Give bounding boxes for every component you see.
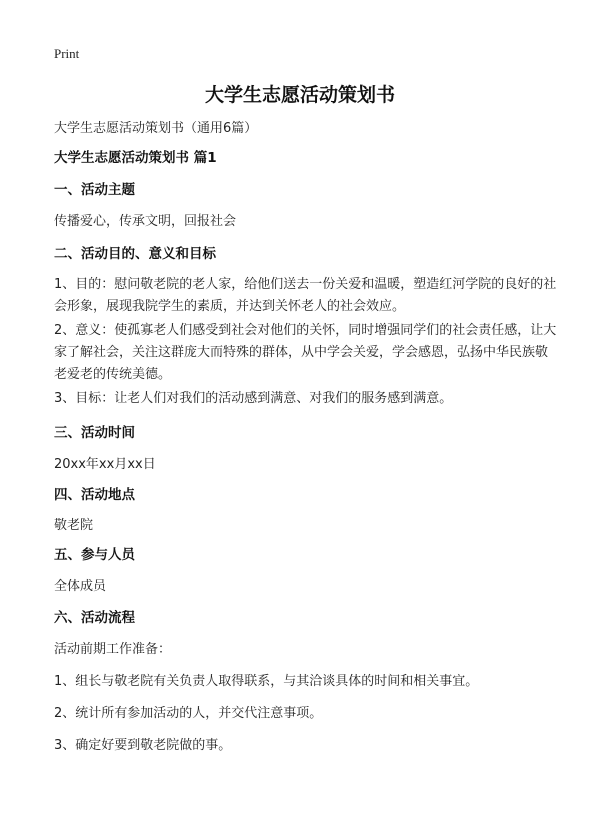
section-text-participants: 全体成员 xyxy=(54,579,107,594)
process-intro: 活动前期工作准备： xyxy=(54,642,172,657)
document-title: 大学生志愿活动策划书 xyxy=(204,84,395,106)
purpose-item-2: 2、意义：使孤寡老人们感受到社会对他们的关怀，同时增强同学们的社会责任感，让大家了解社会，关注这群庞大而特殊的群体，从中学会关爱，学会感恩，弘扬中华民族敬老爱老的传统美德。 xyxy=(54,323,557,382)
section-text-theme: 传播爱心，传承文明，回报社会 xyxy=(54,214,237,229)
purpose-item-3: 3、目标：让老人们对我们的活动感到满意、对我们的服务感到满意。 xyxy=(54,391,453,406)
process-item-3: 3、确定好要到敬老院做的事。 xyxy=(54,738,232,753)
section-heading-purpose: 二、活动目的、意义和目标 xyxy=(54,246,216,262)
section-heading-location: 四、活动地点 xyxy=(54,487,135,503)
section-heading-time: 三、活动时间 xyxy=(54,425,135,441)
section-text-time: 20xx年xx月xx日 xyxy=(54,457,156,472)
article-heading: 大学生志愿活动策划书 篇1 xyxy=(54,150,217,166)
purpose-item-1: 1、目的：慰问敬老院的老人家，给他们送去一份关爱和温暖，塑造红河学院的良好的社会形象，展现我院学生的素质，并达到关怀老人的社会效应。 xyxy=(54,277,557,314)
section-heading-participants: 五、参与人员 xyxy=(54,547,135,563)
print-link[interactable]: Print xyxy=(54,46,80,61)
section-heading-theme: 一、活动主题 xyxy=(54,182,135,198)
process-item-1: 1、组长与敬老院有关负责人取得联系，与其洽谈具体的时间和相关事宜。 xyxy=(54,674,479,689)
section-text-location: 敬老院 xyxy=(54,518,94,533)
process-item-2: 2、统计所有参加活动的人，并交代注意事项。 xyxy=(54,706,323,721)
section-heading-process: 六、活动流程 xyxy=(54,610,135,626)
document-subtitle: 大学生志愿活动策划书（通用6篇） xyxy=(54,121,258,136)
